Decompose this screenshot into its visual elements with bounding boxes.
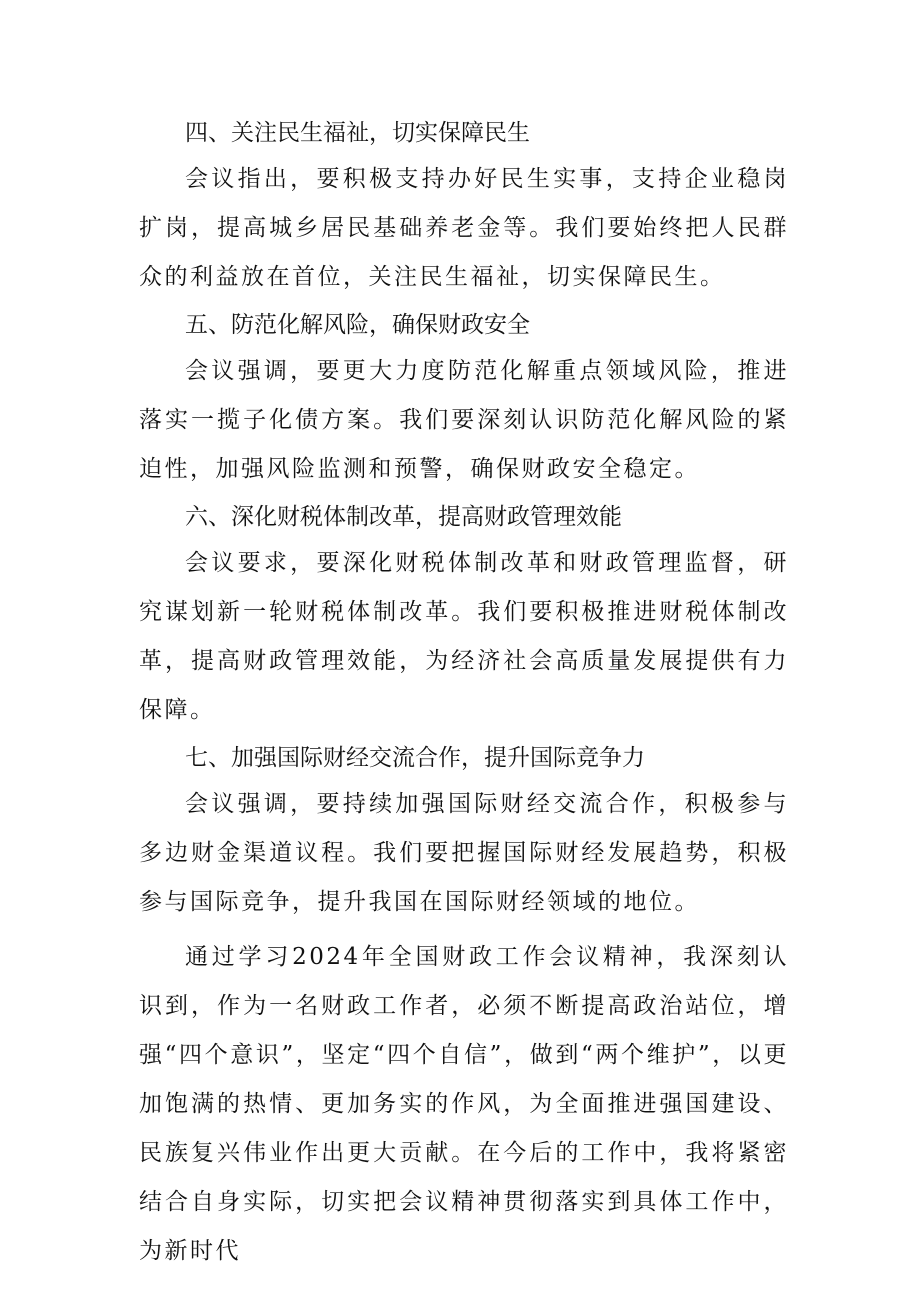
section-heading: 七、加强国际财经交流合作，提升国际竞争力 — [185, 745, 645, 771]
section-4 — [139, 112, 789, 302]
section-paragraph: 会议强调，要持续加强国际财经交流合作，积极参与多边财金渠道议程。我们要把握国际财经发展趋势，积极参与国际竞争，提升我国在国际财经领域的地位。 — [139, 791, 789, 915]
section-5 — [139, 304, 789, 494]
section-heading: 五、防范化解风险，确保财政安全 — [185, 312, 530, 338]
closing-paragraph: 通过学习2024年全国财政工作会议精神，我深刻认识到，作为一名财政工作者，必须不断提高政治站位，增强“四个意识”，坚定“四个自信”，做到“两个维护”，以更加饱满的热情、更加务实的作风，为全面推进强国建设、民族复兴伟业作出更大贡献。在今后的工作中，我将紧密结合自身实际，切实把会议精神贯彻落实到具体工作中，为新时代 — [139, 944, 789, 1264]
section-6 — [139, 496, 789, 735]
section-paragraph: 会议指出，要积极支持办好民生实事，支持企业稳岗扩岗，提高城乡居民基础养老金等。我们要始终把人民群众的利益放在首位，关注民生福祉，切实保障民生。 — [139, 166, 789, 290]
document-body — [139, 112, 789, 1278]
section-7 — [139, 737, 789, 927]
section-heading: 四、关注民生福祉，切实保障民生 — [185, 120, 530, 146]
section-heading: 六、深化财税体制改革，提高财政管理效能 — [185, 504, 622, 530]
section-paragraph: 会议要求，要深化财税体制改革和财政管理监督，研究谋划新一轮财税体制改革。我们要积极推进财税体制改革，提高财政管理效能，为经济社会高质量发展提供有力保障。 — [139, 550, 789, 723]
section-paragraph: 会议强调，要更大力度防范化解重点领域风险，推进落实一揽子化债方案。我们要深刻认识防范化解风险的紧迫性，加强风险监测和预警，确保财政安全稳定。 — [139, 358, 789, 482]
